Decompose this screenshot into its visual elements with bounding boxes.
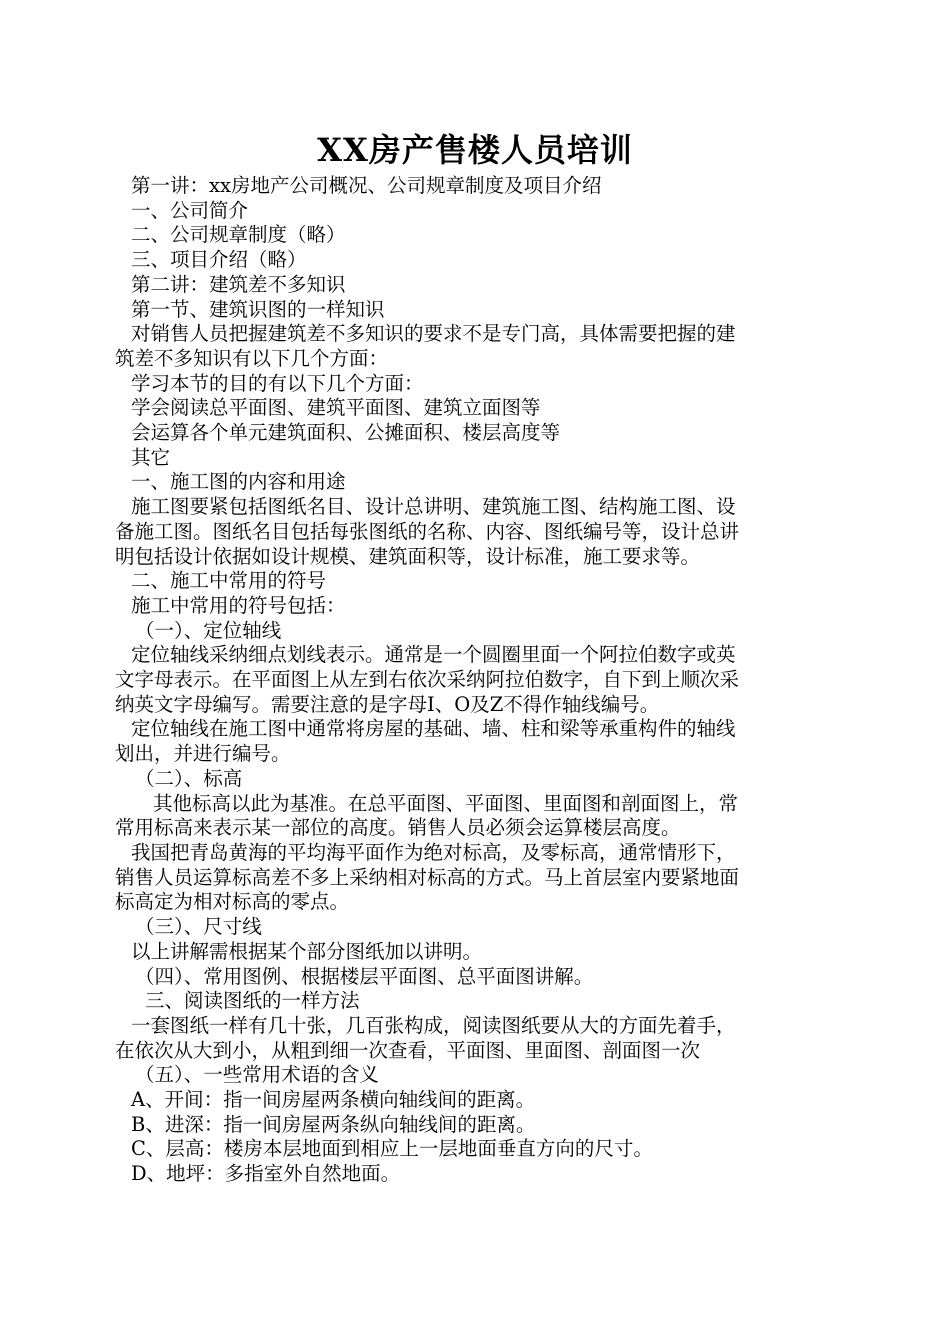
document-body bbox=[115, 174, 833, 1187]
text-line: 划出，并进行编号。 bbox=[115, 742, 291, 766]
text-line: 常用标高来表示某一部位的高度。销售人员必须会运算楼层高度。 bbox=[115, 816, 681, 840]
text-line: （四）、常用图例、根据楼层平面图、总平面图讲解。 bbox=[135, 964, 594, 988]
text-line: 施工图要紧包括图纸名目、设计总讲明、建筑施工图、结构施工图、设 bbox=[131, 495, 736, 519]
text-line: 纳英文字母编写。需要注意的是字母I、O及Z不得作轴线编号。 bbox=[115, 692, 660, 716]
text-line: 一、公司简介 bbox=[131, 198, 249, 222]
text-line: 一、施工图的内容和用途 bbox=[131, 470, 346, 494]
text-line: 会运算各个单元建筑面积、公摊面积、楼层高度等 bbox=[131, 421, 561, 445]
text-line: 三、项目介绍（略） bbox=[131, 248, 307, 272]
text-line: 其他标高以此为基准。在总平面图、平面图、里面图和剖面图上，常 bbox=[153, 791, 739, 815]
text-line: 三、阅读图纸的一样方法 bbox=[145, 989, 360, 1013]
text-line: 定位轴线在施工图中通常将房屋的基础、墙、柱和梁等承重构件的轴线 bbox=[131, 717, 736, 741]
text-line: 定位轴线采纳细点划线表示。通常是一个圆圈里面一个阿拉伯数字或英 bbox=[131, 643, 736, 667]
text-line: 筑差不多知识有以下几个方面： bbox=[115, 346, 389, 370]
text-line: 备施工图。图纸名目包括每张图纸的名称、内容、图纸编号等，设计总讲 bbox=[115, 519, 740, 543]
text-line: 我国把青岛黄海的平均海平面作为绝对标高，及零标高，通常情形下， bbox=[131, 840, 736, 864]
text-line: 销售人员运算标高差不多上采纳相对标高的方式。马上首层室内要紧地面 bbox=[115, 865, 740, 889]
text-line: D、地坪：多指室外自然地面。 bbox=[131, 1162, 401, 1186]
text-line: 二、施工中常用的符号 bbox=[131, 569, 327, 593]
text-line: 标高定为相对标高的零点。 bbox=[115, 890, 350, 914]
text-line: 学习本节的目的有以下几个方面： bbox=[131, 371, 424, 395]
text-line: 一套图纸一样有几十张，几百张构成，阅读图纸要从大的方面先着手， bbox=[131, 1013, 736, 1037]
text-line: 以上讲解需根据某个部分图纸加以讲明。 bbox=[131, 939, 483, 963]
text-line: （二）、标高 bbox=[135, 766, 243, 790]
text-line: C、层高：楼房本层地面到相应上一层地面垂直方向的尺寸。 bbox=[131, 1137, 653, 1161]
text-line: 对销售人员把握建筑差不多知识的要求不是专门高，具体需要把握的建 bbox=[131, 322, 736, 346]
text-line: 二、公司规章制度（略） bbox=[131, 223, 346, 247]
document-title: XX房产售楼人员培训 bbox=[317, 131, 633, 169]
text-line: 学会阅读总平面图、建筑平面图、建筑立面图等 bbox=[131, 396, 541, 420]
text-line: （一）、定位轴线 bbox=[135, 618, 282, 642]
text-line: 第二讲：建筑差不多知识 bbox=[131, 272, 346, 296]
text-line: 明包括设计依据如设计规模、建筑面积等，设计标准，施工要求等。 bbox=[115, 544, 701, 568]
text-line: 第一讲：xx房地产公司概况、公司规章制度及项目介绍 bbox=[131, 174, 602, 197]
text-line: 其它 bbox=[131, 445, 171, 469]
text-line: （五）、一些常用术语的含义 bbox=[135, 1063, 379, 1087]
text-line: B、进深：指一间房屋两条纵向轴线间的距离。 bbox=[131, 1112, 536, 1136]
text-line: 施工中常用的符号包括： bbox=[131, 593, 346, 617]
text-line: 文字母表示。在平面图上从左到右依次采纳阿拉伯数字，自下到上顺次采 bbox=[115, 668, 740, 692]
text-line: 在依次从大到小，从粗到细一次查看，平面图、里面图、剖面图一次 bbox=[115, 1038, 701, 1062]
text-line: A、开间：指一间房屋两条横向轴线间的距离。 bbox=[131, 1088, 536, 1112]
text-line: （三）、尺寸线 bbox=[135, 915, 262, 939]
text-line: 第一节、建筑识图的一样知识 bbox=[131, 297, 385, 321]
